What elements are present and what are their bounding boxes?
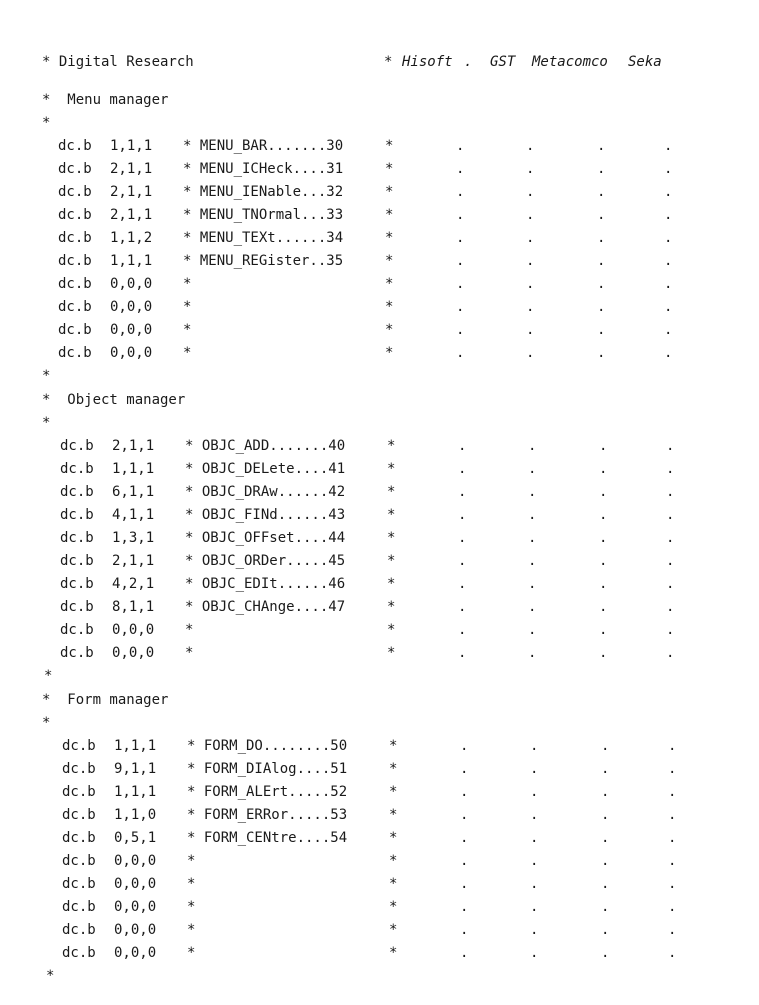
row-comment: * OBJC_EDIt......46 [185,576,346,592]
row-args: 0,0,0 [114,876,157,892]
row-col-dot-1: . [530,876,539,892]
row-args: 2,1,1 [110,161,153,177]
row-args: 0,0,0 [114,899,157,915]
row-args: 1,1,1 [110,253,153,269]
row-comment: * [183,345,192,361]
row-args: 4,1,1 [112,507,155,523]
row-op: dc.b [58,253,92,269]
row-col-dot-1: . [530,853,539,869]
row-args: 2,1,1 [110,184,153,200]
row-col-dot-1: . [526,345,535,361]
row-col-dot-0: . [458,599,467,615]
row-comment: * OBJC_DELete....41 [185,461,346,477]
row-col-dot-2: . [599,507,608,523]
row-op: dc.b [62,784,96,800]
row-col-dot-3: . [666,461,675,477]
listing-row [0,735,759,757]
row-op: dc.b [60,484,94,500]
row-args: 0,5,1 [114,830,157,846]
row-col-dot-1: . [530,738,539,754]
row-col-dot-1: . [526,184,535,200]
row-col-dot-1: . [530,761,539,777]
row-col-dot-3: . [668,830,677,846]
row-op: dc.b [60,599,94,615]
row-col-star: * [389,761,398,777]
row-col-dot-1: . [526,207,535,223]
row-op: dc.b [58,322,92,338]
row-col-dot-0: . [456,299,465,315]
listing-row [0,850,759,872]
row-comment: * [187,899,196,915]
row-comment: * FORM_CENtre....54 [187,830,348,846]
listing-row [0,781,759,803]
row-col-dot-2: . [601,738,610,754]
row-col-dot-0: . [460,830,469,846]
row-args: 0,0,0 [114,922,157,938]
section-title [0,389,759,411]
row-op: dc.b [62,945,96,961]
section-title-text: * Form manager [42,692,169,708]
row-col-star: * [387,484,396,500]
row-col-dot-2: . [597,161,606,177]
row-args: 1,1,0 [114,807,157,823]
row-col-dot-0: . [458,530,467,546]
row-col-dot-0: . [456,322,465,338]
separator-star [0,665,759,687]
row-col-dot-1: . [526,230,535,246]
row-col-star: * [387,461,396,477]
row-col-star: * [389,807,398,823]
row-col-dot-0: . [460,853,469,869]
row-col-dot-3: . [668,738,677,754]
row-op: dc.b [62,738,96,754]
row-col-dot-1: . [528,553,537,569]
row-col-dot-2: . [601,876,610,892]
row-col-dot-2: . [597,299,606,315]
row-col-star: * [387,530,396,546]
row-col-dot-2: . [599,530,608,546]
listing-row [0,181,759,203]
separator-star-text: * [42,115,51,131]
row-op: dc.b [58,161,92,177]
row-col-dot-0: . [460,922,469,938]
row-col-star: * [385,138,394,154]
listing-row [0,319,759,341]
row-op: dc.b [60,576,94,592]
row-op: dc.b [60,461,94,477]
row-col-dot-0: . [458,461,467,477]
row-op: dc.b [58,299,92,315]
row-op: dc.b [58,184,92,200]
row-col-dot-1: . [528,576,537,592]
separator-star-text: * [46,968,55,984]
section-title [0,89,759,111]
row-col-dot-1: . [528,484,537,500]
row-col-dot-3: . [668,922,677,938]
row-comment: * [187,853,196,869]
row-comment: * FORM_DIAlog....51 [187,761,348,777]
row-col-dot-1: . [526,161,535,177]
listing-row [0,342,759,364]
row-op: dc.b [60,530,94,546]
row-args: 1,3,1 [112,530,155,546]
row-comment: * OBJC_OFFset....44 [185,530,346,546]
row-col-dot-0: . [460,761,469,777]
row-col-dot-1: . [526,299,535,315]
listing-row [0,873,759,895]
row-op: dc.b [58,276,92,292]
row-col-dot-2: . [599,484,608,500]
row-op: dc.b [62,807,96,823]
row-col-dot-3: . [664,161,673,177]
row-col-star: * [389,922,398,938]
row-col-dot-3: . [668,945,677,961]
header-col-hisoft: Hisoft [402,54,453,70]
row-col-dot-0: . [458,576,467,592]
row-col-dot-2: . [597,184,606,200]
row-col-dot-0: . [460,738,469,754]
row-args: 0,0,0 [110,299,153,315]
row-col-dot-3: . [664,322,673,338]
listing-row [0,550,759,572]
row-comment: * MENU_TEXt......34 [183,230,344,246]
row-comment: * [185,622,194,638]
listing-row [0,804,759,826]
row-op: dc.b [58,138,92,154]
row-args: 9,1,1 [114,761,157,777]
row-comment: * [183,299,192,315]
row-col-star: * [389,853,398,869]
row-args: 1,1,1 [114,738,157,754]
row-args: 0,0,0 [112,645,155,661]
row-args: 1,1,2 [110,230,153,246]
listing-row [0,458,759,480]
row-col-dot-0: . [458,438,467,454]
row-comment: * FORM_ALErt.....52 [187,784,348,800]
separator-star-text: * [42,715,51,731]
header-left: * Digital Research [42,54,194,70]
row-comment: * MENU_IENable...32 [183,184,344,200]
row-col-dot-2: . [599,461,608,477]
row-col-star: * [387,622,396,638]
row-col-star: * [387,576,396,592]
listing-row [0,573,759,595]
row-col-star: * [387,507,396,523]
row-comment: * OBJC_ADD.......40 [185,438,346,454]
row-col-dot-3: . [668,784,677,800]
separator-star [0,412,759,434]
row-col-dot-2: . [601,922,610,938]
header-col-gst: GST [490,54,516,70]
row-comment: * FORM_DO........50 [187,738,348,754]
row-col-dot-3: . [666,507,675,523]
row-col-dot-1: . [526,276,535,292]
separator-star [0,965,759,987]
row-args: 0,0,0 [114,945,157,961]
listing-row [0,504,759,526]
row-col-dot-3: . [666,622,675,638]
row-op: dc.b [58,230,92,246]
row-col-star: * [389,945,398,961]
row-col-star: * [389,784,398,800]
row-col-dot-0: . [460,807,469,823]
section-title-text: * Menu manager [42,92,169,108]
row-col-dot-2: . [597,322,606,338]
row-col-dot-2: . [597,276,606,292]
listing-row [0,596,759,618]
row-col-star: * [389,876,398,892]
row-col-dot-1: . [528,461,537,477]
row-args: 4,2,1 [112,576,155,592]
separator-star [0,365,759,387]
row-col-dot-3: . [666,438,675,454]
row-col-dot-2: . [601,784,610,800]
listing-row [0,435,759,457]
row-args: 2,1,1 [110,207,153,223]
row-col-dot-3: . [668,876,677,892]
row-args: 0,0,0 [114,853,157,869]
row-col-dot-1: . [528,645,537,661]
listing-row [0,227,759,249]
row-op: dc.b [60,553,94,569]
row-comment: * OBJC_CHAnge....47 [185,599,346,615]
listing-row [0,158,759,180]
row-col-dot-3: . [664,276,673,292]
row-col-dot-3: . [668,761,677,777]
row-col-dot-2: . [601,830,610,846]
row-op: dc.b [62,853,96,869]
row-comment: * [187,945,196,961]
row-col-dot-0: . [456,230,465,246]
separator-star [0,112,759,134]
row-op: dc.b [60,507,94,523]
row-col-dot-1: . [528,530,537,546]
separator-star-text: * [44,668,53,684]
row-col-dot-1: . [528,507,537,523]
row-col-dot-0: . [456,161,465,177]
row-args: 2,1,1 [112,553,155,569]
row-col-dot-1: . [526,138,535,154]
row-args: 1,1,1 [114,784,157,800]
row-args: 0,0,0 [110,322,153,338]
row-args: 6,1,1 [112,484,155,500]
row-col-dot-3: . [666,484,675,500]
header-star: * [384,54,393,70]
row-col-star: * [387,438,396,454]
listing-row [0,619,759,641]
row-col-dot-3: . [664,345,673,361]
header-col-metacomco: Metacomco [532,54,608,70]
row-col-dot-2: . [601,807,610,823]
row-col-dot-3: . [664,253,673,269]
row-col-dot-1: . [528,599,537,615]
row-col-dot-3: . [668,853,677,869]
row-col-dot-1: . [530,807,539,823]
listing-row [0,273,759,295]
row-col-star: * [385,276,394,292]
row-col-dot-3: . [666,530,675,546]
row-col-dot-2: . [597,138,606,154]
row-col-dot-3: . [664,184,673,200]
listing-row [0,296,759,318]
row-col-dot-3: . [666,553,675,569]
row-comment: * OBJC_FINd......43 [185,507,346,523]
row-col-star: * [385,299,394,315]
row-col-dot-0: . [458,645,467,661]
row-col-star: * [389,830,398,846]
row-op: dc.b [60,645,94,661]
row-col-star: * [387,599,396,615]
row-col-dot-2: . [601,853,610,869]
row-col-dot-3: . [664,299,673,315]
row-col-dot-2: . [599,553,608,569]
row-op: dc.b [62,830,96,846]
row-col-dot-2: . [597,230,606,246]
row-col-dot-1: . [530,830,539,846]
row-col-dot-2: . [597,207,606,223]
row-col-dot-0: . [456,345,465,361]
row-op: dc.b [60,438,94,454]
row-col-dot-0: . [458,507,467,523]
listing-row [0,942,759,964]
row-col-star: * [385,207,394,223]
row-args: 0,0,0 [112,622,155,638]
row-args: 8,1,1 [112,599,155,615]
row-op: dc.b [62,922,96,938]
row-col-dot-0: . [458,484,467,500]
row-col-dot-0: . [456,138,465,154]
listing-row [0,481,759,503]
header-col-sep: . [464,54,473,70]
row-col-dot-2: . [599,438,608,454]
listing-row [0,135,759,157]
row-op: dc.b [62,899,96,915]
row-args: 0,0,0 [110,345,153,361]
row-col-dot-2: . [599,645,608,661]
listing-row [0,204,759,226]
row-col-dot-2: . [601,945,610,961]
row-col-star: * [385,345,394,361]
row-col-dot-1: . [530,945,539,961]
row-col-dot-0: . [458,622,467,638]
row-col-dot-0: . [460,945,469,961]
row-col-star: * [389,738,398,754]
row-col-dot-1: . [526,322,535,338]
row-col-dot-0: . [456,276,465,292]
row-comment: * [187,876,196,892]
row-col-star: * [385,161,394,177]
row-col-dot-1: . [530,899,539,915]
row-col-dot-2: . [599,576,608,592]
row-col-star: * [385,230,394,246]
row-op: dc.b [62,876,96,892]
row-col-dot-3: . [668,807,677,823]
row-comment: * MENU_TNOrmal...33 [183,207,344,223]
row-col-dot-0: . [456,184,465,200]
header-col-seka: Seka [628,54,662,70]
row-comment: * MENU_BAR.......30 [183,138,344,154]
row-col-dot-0: . [460,876,469,892]
listing-row [0,827,759,849]
row-col-dot-3: . [666,599,675,615]
row-comment: * OBJC_ORDer.....45 [185,553,346,569]
row-comment: * [183,322,192,338]
row-col-dot-3: . [666,576,675,592]
row-comment: * FORM_ERRor.....53 [187,807,348,823]
row-col-dot-2: . [599,599,608,615]
row-comment: * [187,922,196,938]
row-col-dot-2: . [597,253,606,269]
row-col-star: * [387,645,396,661]
row-op: dc.b [58,207,92,223]
row-col-dot-2: . [601,761,610,777]
header-line [0,51,759,73]
section-title [0,689,759,711]
section-title-text: * Object manager [42,392,186,408]
row-col-dot-0: . [456,253,465,269]
row-args: 2,1,1 [112,438,155,454]
row-col-dot-1: . [526,253,535,269]
row-col-star: * [385,253,394,269]
row-comment: * [185,645,194,661]
row-col-star: * [385,184,394,200]
row-comment: * [183,276,192,292]
listing-row [0,642,759,664]
listing-row [0,919,759,941]
row-col-dot-3: . [664,207,673,223]
row-col-dot-3: . [664,138,673,154]
row-col-dot-1: . [530,922,539,938]
row-col-dot-3: . [666,645,675,661]
row-col-dot-3: . [668,899,677,915]
row-col-star: * [387,553,396,569]
listing-row [0,758,759,780]
row-col-star: * [389,899,398,915]
row-col-dot-1: . [530,784,539,800]
row-comment: * MENU_ICHeck....31 [183,161,344,177]
row-col-star: * [385,322,394,338]
separator-star-text: * [42,368,51,384]
row-col-dot-0: . [460,784,469,800]
listing-row [0,896,759,918]
row-col-dot-2: . [597,345,606,361]
row-args: 1,1,1 [112,461,155,477]
row-op: dc.b [62,761,96,777]
row-col-dot-2: . [599,622,608,638]
row-col-dot-1: . [528,622,537,638]
row-col-dot-2: . [601,899,610,915]
row-col-dot-0: . [460,899,469,915]
separator-star-text: * [42,415,51,431]
listing-row [0,250,759,272]
row-args: 0,0,0 [110,276,153,292]
row-col-dot-0: . [458,553,467,569]
row-op: dc.b [60,622,94,638]
row-comment: * MENU_REGister..35 [183,253,344,269]
row-col-dot-0: . [456,207,465,223]
separator-star [0,712,759,734]
listing-row [0,527,759,549]
row-col-dot-3: . [664,230,673,246]
row-args: 1,1,1 [110,138,153,154]
row-op: dc.b [58,345,92,361]
row-comment: * OBJC_DRAw......42 [185,484,346,500]
row-col-dot-1: . [528,438,537,454]
